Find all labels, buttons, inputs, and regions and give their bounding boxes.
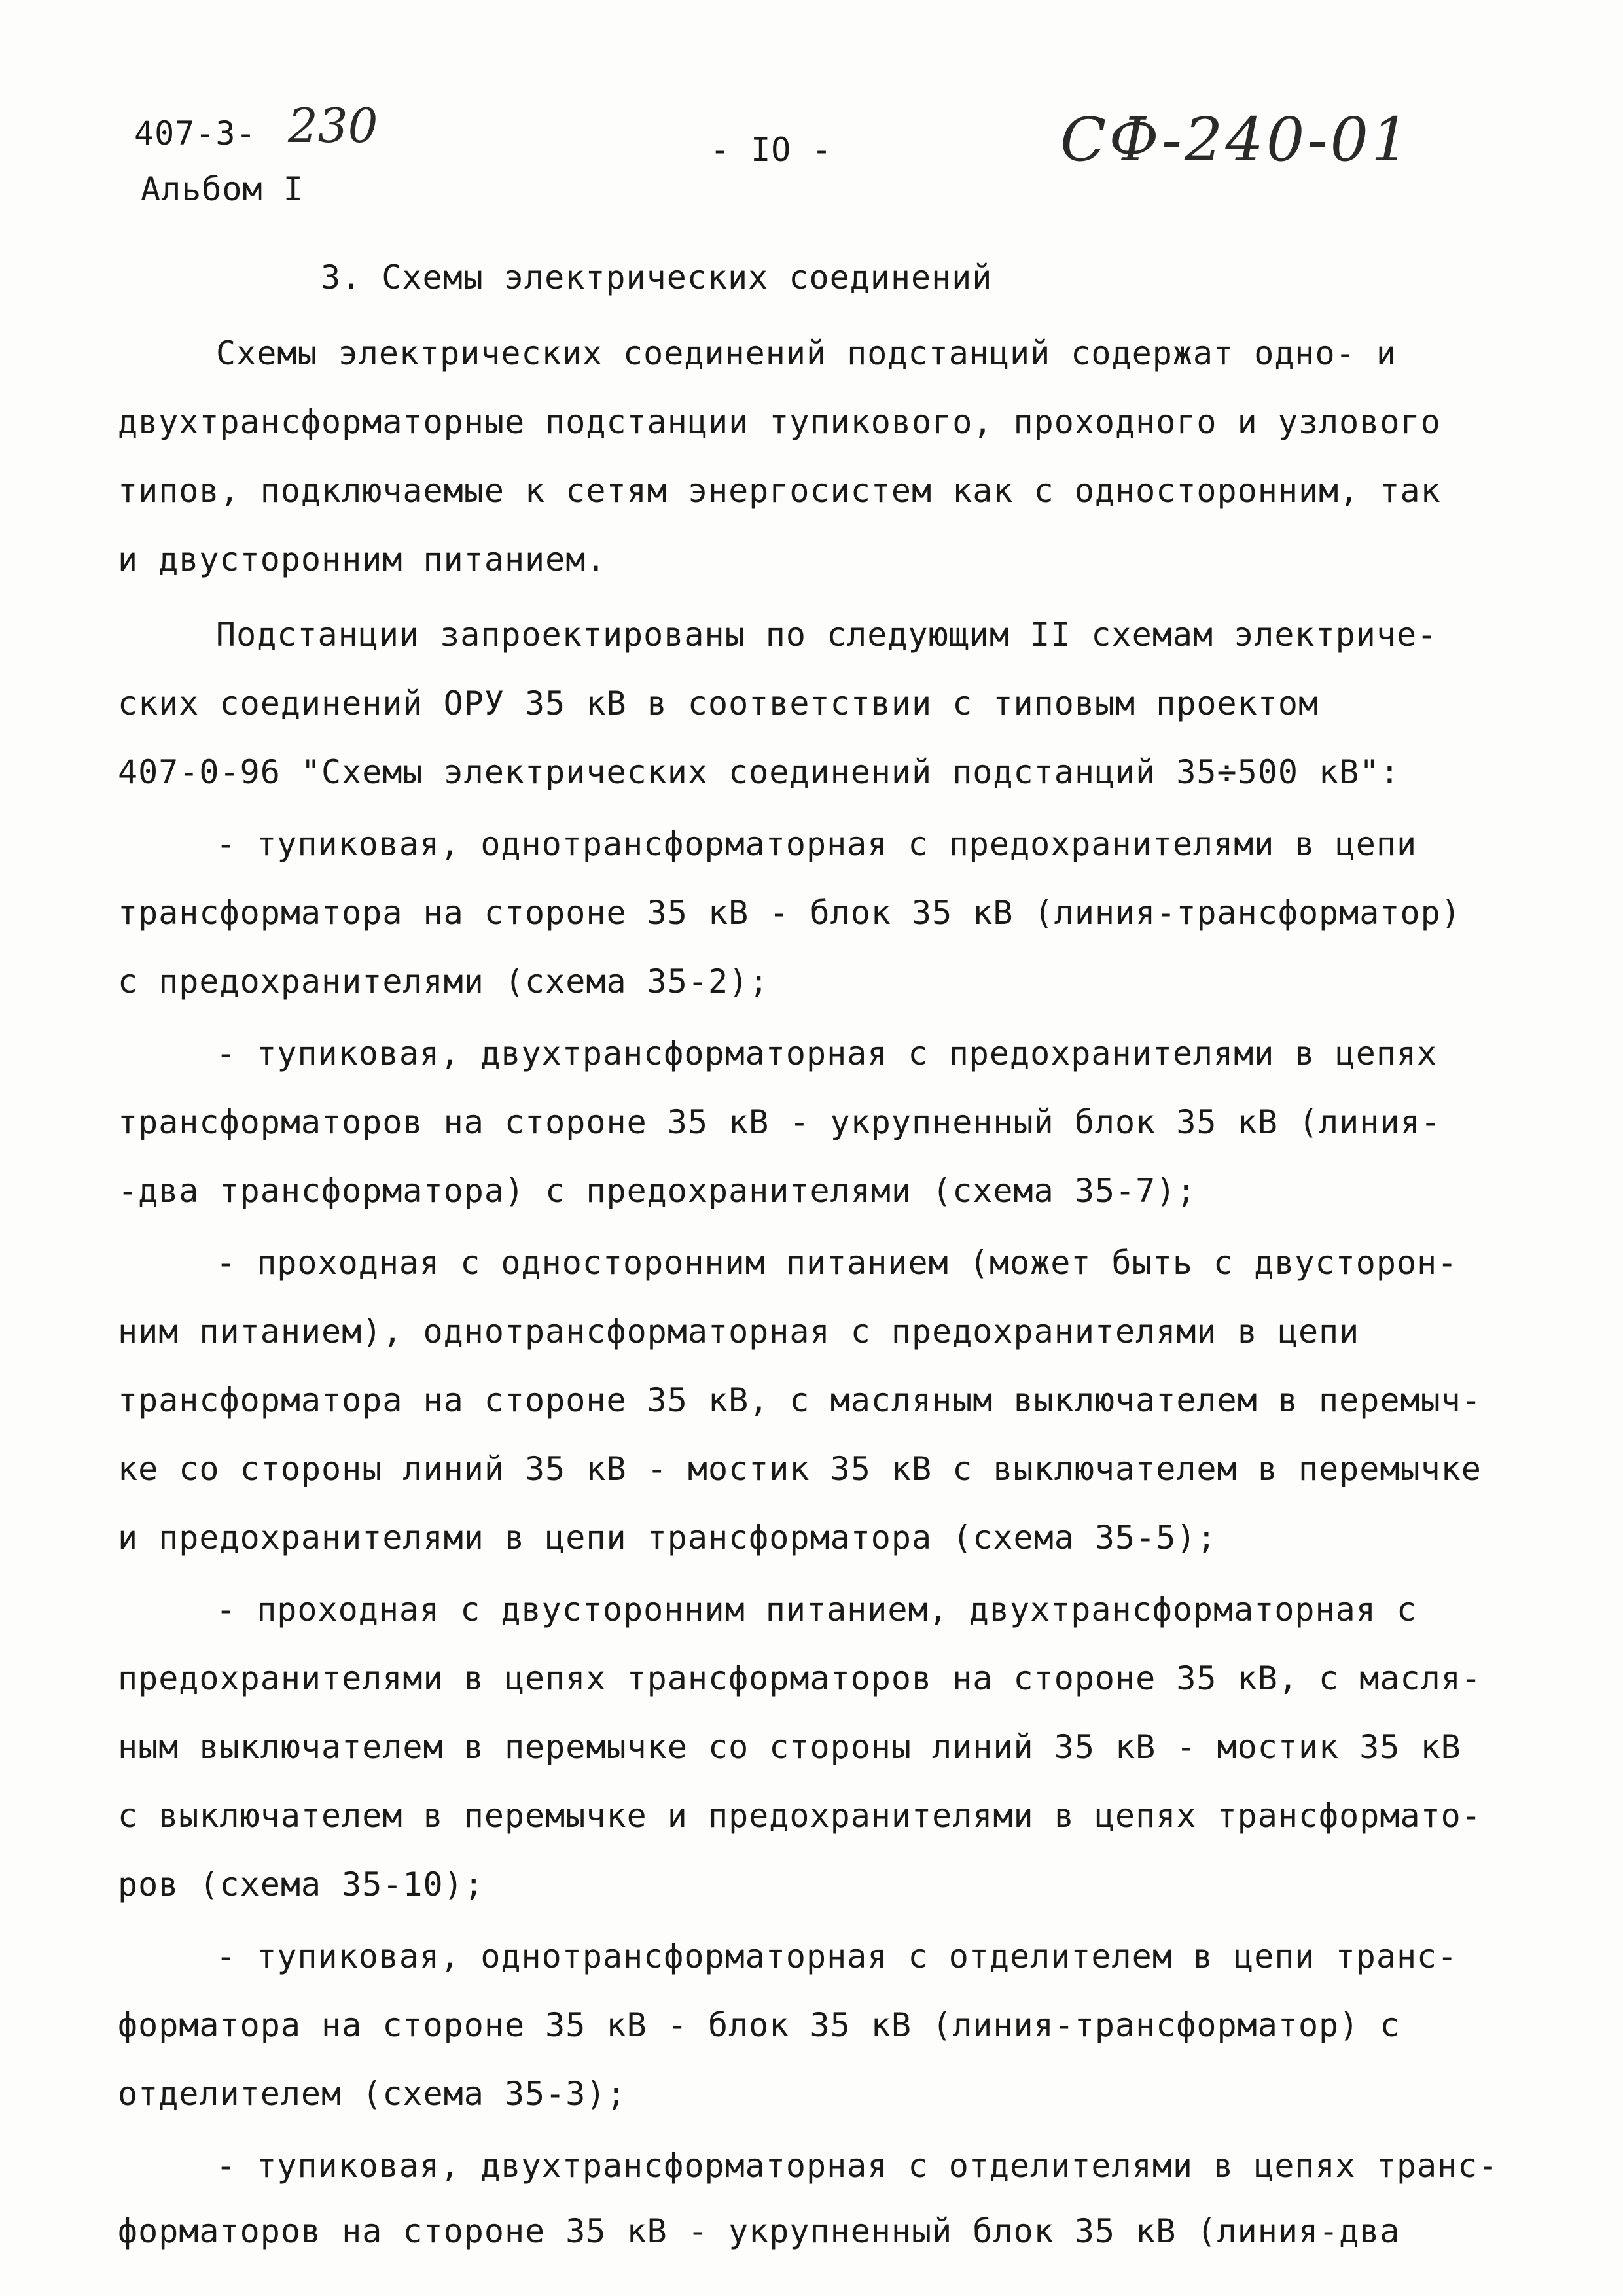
body-line: Подстанции запроектированы по следующим II схемам электриче-	[216, 616, 1438, 654]
album-label: Альбом I	[141, 170, 304, 208]
document-code-handwritten: 230	[288, 98, 378, 153]
body-line: - тупиковая, двухтрансформаторная с отделителями в цепях транс-	[216, 2147, 1499, 2185]
body-line: типов, подключаемые к сетям энергосистем как с односторонним, так	[118, 472, 1441, 510]
body-line: - тупиковая, однотрансформаторная с отделителем в цепи транс-	[216, 1937, 1458, 1975]
document-code: 407-3-	[134, 115, 257, 152]
section-title: 3. Схемы электрических соединений	[321, 258, 993, 296]
body-line: с предохранителями (схема 35-2);	[118, 963, 770, 1000]
body-line: ров (схема 35-10);	[118, 1865, 484, 1903]
body-line: ним питанием), однотрансформаторная с предохранителями в цепи	[118, 1313, 1360, 1351]
body-line: и двусторонним питанием.	[118, 540, 607, 578]
body-line: - проходная с односторонним питанием (может быть с двусторон-	[216, 1244, 1458, 1282]
body-text	[118, 334, 1505, 2250]
body-line: ным выключателем в перемычке со стороны линий 35 кВ - мостик 35 кВ	[118, 1728, 1461, 1766]
body-line: Схемы электрических соединений подстанций содержат одно- и	[216, 334, 1397, 372]
body-line: с выключателем в перемычке и предохранителями в цепях трансформато-	[118, 1797, 1482, 1835]
body-line: - тупиковая, однотрансформаторная с предохранителями в цепи	[216, 825, 1418, 863]
body-line: трансформаторов на стороне 35 кВ - укрупненный блок 35 кВ (линия-	[118, 1103, 1441, 1141]
body-line: ке со стороны линий 35 кВ - мостик 35 кВ с выключателем в перемычке	[118, 1450, 1482, 1488]
body-line: трансформатора на стороне 35 кВ, с масляным выключателем в перемыч-	[118, 1381, 1482, 1419]
body-line: ских соединений ОРУ 35 кВ в соответствии с типовым проектом	[118, 684, 1319, 722]
body-line: предохранителями в цепях трансформаторов на стороне 35 кВ, с масля-	[118, 1659, 1482, 1697]
body-line: трансформатора на стороне 35 кВ - блок 35 кВ (линия-трансформатор)	[118, 894, 1461, 932]
page-number: - IO -	[710, 131, 832, 169]
handwritten-stamp: СФ-240-01	[1060, 105, 1412, 175]
body-line: - проходная с двусторонним питанием, двухтрансформаторная с	[216, 1591, 1418, 1629]
body-line: двухтрансформаторные подстанции тупикового, проходного и узлового	[118, 403, 1441, 441]
body-line: 407-0-96 "Схемы электрических соединений подстанций 35÷500 кВ":	[118, 753, 1400, 791]
body-line: -два трансформатора) с предохранителями (схема 35-7);	[118, 1172, 1197, 1210]
body-line: отделителем (схема 35-3);	[118, 2075, 627, 2113]
body-line: и предохранителями в цепи трансформатора (схема 35-5);	[118, 1519, 1217, 1557]
body-line: форматора на стороне 35 кВ - блок 35 кВ (линия-трансформатор) с	[118, 2006, 1400, 2044]
body-line: форматоров на стороне 35 кВ - укрупненный блок 35 кВ (линия-два	[118, 2212, 1400, 2250]
body-line: - тупиковая, двухтрансформаторная с предохранителями в цепях	[216, 1034, 1438, 1072]
